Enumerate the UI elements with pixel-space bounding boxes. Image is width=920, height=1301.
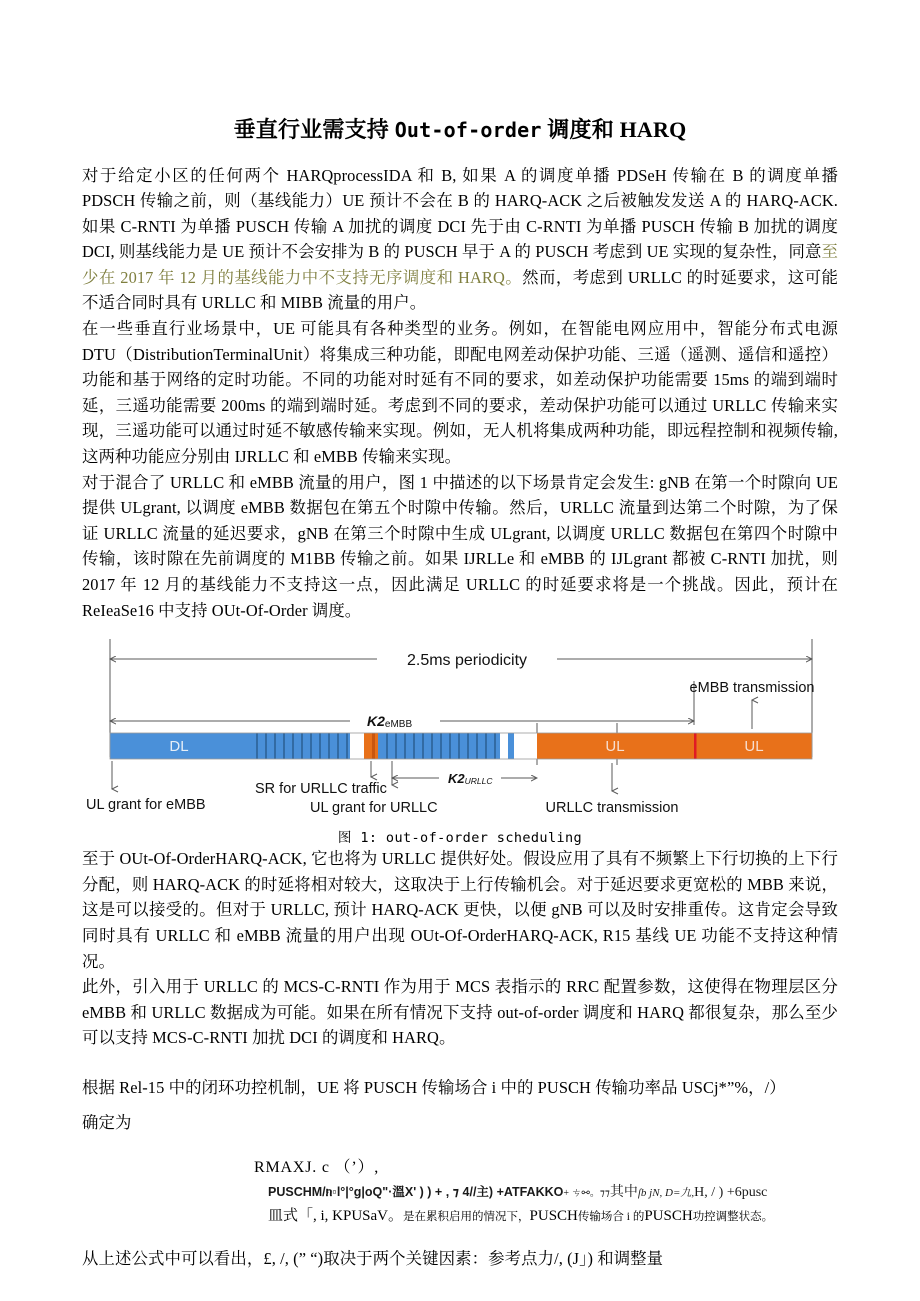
- formula-line-1: RMAXJ. c （’）,: [254, 1158, 380, 1176]
- formula-line-3-a: 皿式「, i, KPUSaV。: [268, 1207, 404, 1224]
- formula-line-3-c: PUSCH: [529, 1207, 578, 1224]
- block-label-ul-1: UL: [605, 738, 625, 756]
- title-part-latin: Out-of-order: [394, 118, 542, 142]
- formula-line-3-e: PUSCH: [644, 1207, 693, 1224]
- paragraph-1: [82, 163, 838, 317]
- formula-block: [82, 1155, 838, 1228]
- figure-1-caption: [82, 823, 838, 846]
- label-ul-grant-urllc: UL grant for URLLC: [310, 800, 438, 817]
- page-content: [82, 0, 838, 1274]
- formula-line-2-mid: + ㄘ⚯。⁊⁊: [563, 1187, 610, 1199]
- paragraph-3: 对于混合了 URLLC 和 eMBB 流量的用户，图 1 中描述的以下场景肯定会发生: gNB 在第一个时隙向 UE 提供 ULgrant, 以调度 eMBB 数据包在第五个时隙中传输。然后，URLLC 流量到达第二个时隙，为了保证 URLLC 流量的延迟要求，gNB 在第三个时隙中生成 ULgrant, 以调度 URLLC 数据包在第四个时隙中传输，该时隙在先前调度的 M1BB 传输之前。如果 IJRLLe 和 eMBB 的 IJLgrant 都被 C-RNTI 加扰，则 2017 年 12 月的基线能力不支持这一点，因此满足 URLLC 的时延要求将是一个挑战。因此，预计在 ReIeaSe16 中支持 OUt-Of-Order 调度。: [82, 472, 838, 620]
- block-label-ul-2: UL: [744, 738, 764, 756]
- paragraph-8: 从上述公式中可以看出，£, /, (” “)取决于两个关键因素：参考点力/, (J」) 和调整量: [82, 1248, 664, 1268]
- label-embb-transmission: eMBB transmission: [689, 680, 815, 697]
- paragraph-4: 至于 OUt-Of-OrderHARQ-ACK, 它也将为 URLLC 提供好处。假设应用了具有不频繁上下行切换的上下行分配，则 HARQ-ACK 的时延将相对较大，这取决于上行传输机会。对于延迟要求更宽松的 MBB 来说，这是可以接受的。但对于 URLLC, 预计 HARQ-ACK 更快，以便 gNB 可以及时安排重传。这肯定会导致同时具有 URLLC 和 eMBB 流量的用户出现 OUt-Of-OrderHARQ-ACK, R15 基线 UE 功能不支持这种情况。: [82, 849, 838, 971]
- formula-line-2: [82, 1181, 838, 1205]
- title-part-cjk-2: 调度和 HARQ: [541, 117, 687, 142]
- paragraph-1-highlight: 至少在 2017 年 12 月的基线能力中不支持无序调度和 HARQ。: [82, 242, 838, 287]
- formula-line-3: [82, 1205, 838, 1228]
- paragraph-5: 此外，引入用于 URLLC 的 MCS-C-RNTI 作为用于 MCS 表指示的 RRC 配置参数，这使得在物理层区分 eMBB 和 URLLC 数据成为可能。如果在所有情况下支持 out-of-order 调度和 HARQ 都很复杂，那么至少可以支持 MCS-C-RNTI 加扰 DCI 的调度和 HARQ。: [82, 977, 838, 1048]
- label-sr-urllc: SR for URLLC traffic: [255, 781, 387, 798]
- formula-line-3-d: 传输场合 i 的: [577, 1210, 645, 1223]
- paragraph-1-text-b: 然而，考虑到 URLLC 的时延要求，这可能不适合同时具有 URLLC 和 MIBB 流量的用户。: [82, 267, 838, 313]
- label-urllc-transmission: URLLC transmission: [545, 800, 679, 817]
- formula-line-3-b: 是在累积启用的情况下，: [403, 1210, 530, 1223]
- out-of-order-scheduling-diagram: [82, 637, 838, 823]
- figure-caption-prefix: 图: [337, 830, 352, 846]
- figure-1-container: [82, 637, 838, 823]
- label-k2-urllc: K2URLLC: [448, 771, 493, 787]
- formula-line-2-ital: ſb jN, D=九,: [637, 1186, 695, 1199]
- paragraph-1-text-a: 对于给定小区的任何两个 HARQprocessIDA 和 B, 如果 A 的调度单播 PDSeH 传输在 B 的调度单播 PDSCH 传输之前，则（基线能力）UE 预计不会在 B 的 HARQ-ACK 之后被触发发送 A 的 HARQ-ACK. 如果 C-RNTI 为单播 PUSCH 传输 A 加扰的调度 DCI 先于由 C-RNTI 为单播 PUSCH 传输 B 加扰的调度 DCI, 则基线能力是 UE 预计不会安排为 B 的 PUSCH 早于 A 的 PUSCH 考虑到 UE 实现的复杂性，同意: [82, 165, 838, 262]
- label-ul-grant-embb: UL grant for eMBB: [86, 797, 206, 814]
- label-k2-embb: K2eMBB: [367, 713, 413, 731]
- title-part-cjk-1: 垂直行业需支持: [233, 117, 395, 142]
- paragraph-7: 确定为: [82, 1112, 132, 1132]
- formula-line-2-tail: H, / ) +6pusc: [694, 1184, 768, 1200]
- block-label-dl: DL: [169, 738, 189, 756]
- page-title: [82, 0, 838, 144]
- formula-line-3-f: 功控调整状态。: [692, 1210, 774, 1223]
- label-periodicity: 2.5ms periodicity: [406, 652, 528, 670]
- formula-line-2-cjk: 其中: [609, 1184, 638, 1200]
- paragraph-2: 在一些垂直行业场景中，UE 可能具有各种类型的业务。例如，在智能电网应用中，智能分布式电源 DTU（DistributionTerminalUnit）将集成三种功能，即配电网差动保护功能、三遥（遥测、遥信和遥控）功能和基于网络的定时功能。不同的功能对时延有不同的要求，如差动保护功能需要 15ms 的端到端时延，三遥功能需要 200ms 的端到端时延。考虑到不同的要求，差动保护功能可以通过 URLLC 传输来实现，三遥功能可以通过时延不敏感传输来实现。例如，无人机将集成两种功能，即远程控制和视频传输, 这两种功能应分别由 IJRLLC 和 eMBB 传输来实现。: [82, 319, 838, 467]
- paragraph-6: 根据 Rel-15 中的闭环功控机制，UE 将 PUSCH 传输场合 i 中的 PUSCH 传输功率品 USCj*”%，/）: [82, 1077, 786, 1097]
- figure-caption-text: 1: out-of-order scheduling: [360, 830, 583, 847]
- formula-line-2-sans: PUSCHM/ክ▫l°|°g|oQ"·溫X' ) ) + , ⁊ 4//主) +ATFAKKO: [268, 1184, 564, 1199]
- timeline-bar: [110, 733, 812, 759]
